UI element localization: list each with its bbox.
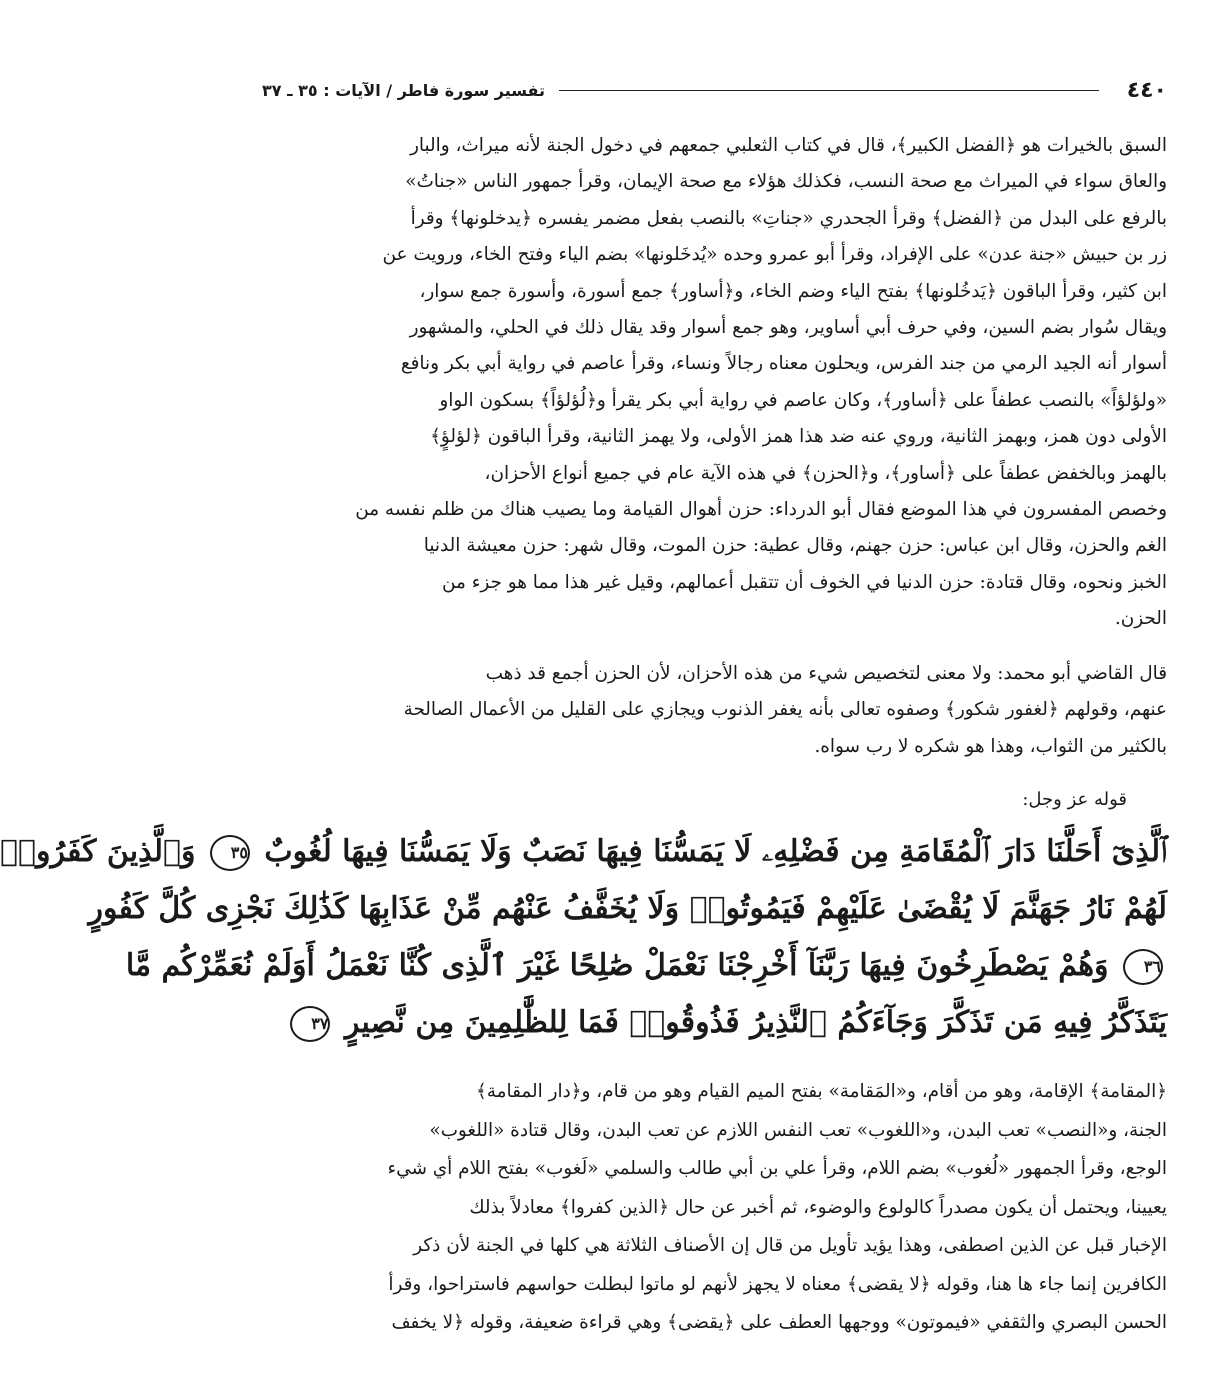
text-line: الكافرين إنما جاء ها هنا، وقوله ﴿لا يقضى﴾ معناه لا يجهز لأنهم لو ماتوا لبطلت حواسهم فاستراحوا، وقرأ bbox=[388, 1273, 1167, 1295]
ayah-marker-36: ٣٦ bbox=[1123, 949, 1163, 985]
quran-text: وَٱلَّذِينَ كَفَرُوا۟ bbox=[0, 833, 196, 869]
commentary-paragraph-2 bbox=[262, 656, 1167, 765]
commentary-paragraph-3 bbox=[262, 1073, 1167, 1343]
quran-text: ٱلَّذِىٓ أَحَلَّنَا دَارَ ٱلْمُقَامَةِ مِن فَضْلِهِۦ لَا يَمَسُّنَا فِيهَا نَصَبٌ وَلَا يَمَسُّنَا فِيهَا لُغُوبٌ bbox=[264, 833, 1167, 869]
text-line: زر بن حبيش «جنة عدن» على الإفراد، وقرأ أبو عمرو وحده «يُدخَلونها» بضم الياء وفتح الخاء، ورويت عن bbox=[382, 244, 1167, 266]
text-line: الوجع، وقرأ الجمهور «لُغوب» بضم اللام، وقرأ علي بن أبي طالب والسلمي «لَغوب» بفتح اللام أي شيء bbox=[387, 1158, 1167, 1180]
text-line: ابن كثير، وقرأ الباقون ﴿يَدخُلونها﴾ بفتح الياء وضم الخاء، و﴿أساور﴾ جمع أسورة، وأسورة جمع سوار، bbox=[419, 280, 1167, 302]
quran-line-1 bbox=[0, 823, 1167, 880]
text-line: السبق بالخيرات هو ﴿الفضل الكبير﴾، قال في كتاب الثعلبي جمعهم في دخول الجنة لأنه ميراث، والبار bbox=[409, 135, 1167, 156]
text-line: أسوار أنه الجيد الرمي من جند الفرس، ويحلون معناه رجالاً ونساء، وقرأ عاصم في رواية أبي بكر ونافع bbox=[400, 353, 1167, 375]
commentary-paragraph-1 bbox=[262, 128, 1167, 638]
quran-line-3 bbox=[125, 937, 1167, 994]
text-line: وخصص المفسرون في هذا الموضع فقال أبو الدرداء: حزن أهوال القيامة وما يصيب هناك من ظلم نفسه من bbox=[355, 499, 1167, 521]
text-line: الإخبار قبل عن الذين اصطفى، وهذا يؤيد تأويل من قال إن الأصناف الثلاثة هي كلها في الجنة لأن ذكر bbox=[413, 1235, 1167, 1257]
text-line: والعاق سواء في الميراث مع صحة النسب، فكذلك هؤلاء مع صحة الإيمان، وقرأ جمهور الناس «جناتُ» bbox=[405, 171, 1167, 193]
quran-text: لَهُمْ نَارُ جَهَنَّمَ لَا يُقْضَىٰ عَلَيْهِمْ فَيَمُوتُوا۟ وَلَا يُخَفَّفُ عَنْهُم مِّنْ عَذَابِهَا كَذَٰلِكَ نَجْزِى كُلَّ كَفُورٍ bbox=[88, 890, 1167, 926]
text-line: «ولؤلؤاً» بالنصب عطفاً على ﴿أساور﴾، وكان عاصم في رواية أبي بكر يقرأ و﴿لُؤلؤاً﴾ بسكون الواو bbox=[439, 389, 1167, 411]
text-line: بالكثير من الثواب، وهذا هو شكره لا رب سواه. bbox=[814, 735, 1167, 757]
text-line: يعيينا، ويحتمل أن يكون مصدراً كالولوع والوضوء، ثم أخبر عن حال ﴿الذين كفروا﴾ معادلاً بذلك bbox=[469, 1196, 1167, 1218]
text-line: بالرفع على البدل من ﴿الفضل﴾ وقرأ الجحدري «جناتِ» بالنصب بفعل مضمر يفسره ﴿يدخلونها﴾ وقرأ bbox=[410, 207, 1167, 229]
text-line: قال القاضي أبو محمد: ولا معنى لتخصيص شيء من هذه الأحزان، لأن الحزن أجمع قد ذهب bbox=[485, 662, 1167, 684]
running-title: تفسير سورة فاطر / الآيات : ٣٥ ـ ٣٧ bbox=[262, 80, 546, 100]
text-line: ويقال سُوار بضم السين، وفي حرف أبي أساوير، وهو جمع أسوار وقد يقال ذلك في الحلي، والمشهور bbox=[409, 317, 1167, 339]
text-line: الحسن البصري والثقفي «فيموتون» ووجهها العطف على ﴿يقضى﴾ وهي قراءة ضعيفة، وقوله ﴿لا يخفف bbox=[391, 1312, 1167, 1334]
running-header bbox=[262, 72, 1167, 108]
text-line: الجنة، و«النصب» تعب البدن، و«اللغوب» تعب النفس اللازم عن تعب البدن، وقال قتادة «اللغوب» bbox=[429, 1119, 1167, 1141]
text-line: بالهمز وبالخفض عطفاً على ﴿أساور﴾، و﴿الحزن﴾ في هذه الآية عام في جميع أنواع الأحزان، bbox=[484, 462, 1167, 484]
text-line: الخبز ونحوه، وقال قتادة: حزن الدنيا في الخوف أن تتقبل أعمالهم، وقيل غير هذا مما هو جزء من bbox=[442, 571, 1167, 593]
book-page bbox=[0, 72, 1167, 1343]
quran-text: وَهُمْ يَصْطَرِخُونَ فِيهَا رَبَّنَآ أَخْرِجْنَا نَعْمَلْ صَٰلِحًا غَيْرَ ٱلَّذِى كُنَّا نَعْمَلُ أَوَلَمْ نُعَمِّرْكُم مَّا bbox=[125, 947, 1109, 983]
quran-line-2 bbox=[88, 880, 1167, 937]
text-line: الأولى دون همز، وبهمز الثانية، وروي عنه ضد هذا همز الأولى، ولا يهمز الثانية، وقرأ الباقون ﴿لؤلؤٍ﴾ bbox=[430, 426, 1167, 448]
text-line: الغم والحزن، وقال ابن عباس: حزن جهنم، وقال عطية: حزن الموت، وقال شهر: حزن معيشة الدنيا bbox=[423, 535, 1167, 557]
page-number: ٤٤٠ bbox=[1126, 77, 1167, 103]
quran-line-4 bbox=[262, 994, 1167, 1051]
quran-verses-block bbox=[0, 823, 1167, 1051]
quran-text: يَتَذَكَّرُ فِيهِ مَن تَذَكَّرَ وَجَآءَكُمُ ٱلنَّذِيرُ فَذُوقُوا۟ فَمَا لِلظَّٰلِمِينَ مِن نَّصِيرٍ bbox=[344, 1004, 1167, 1040]
ayah-marker-35: ٣٥ bbox=[210, 835, 250, 871]
ayah-marker-37: ٣٧ bbox=[290, 1006, 330, 1042]
text-line: الحزن. bbox=[1114, 608, 1167, 630]
verse-intro: قوله عز وجل: bbox=[1022, 788, 1127, 810]
header-rule bbox=[559, 90, 1099, 91]
text-line: ﴿المقامة﴾ الإقامة، وهو من أقام، و«المَقامة» بفتح الميم القيام وهو من قام، و﴿دار المقامة﴾ bbox=[475, 1080, 1167, 1102]
text-line: عنهم، وقولهم ﴿لغفور شكور﴾ وصفوه تعالى بأنه يغفر الذنوب ويجازي على القليل من الأعمال الصالحة bbox=[403, 699, 1167, 721]
